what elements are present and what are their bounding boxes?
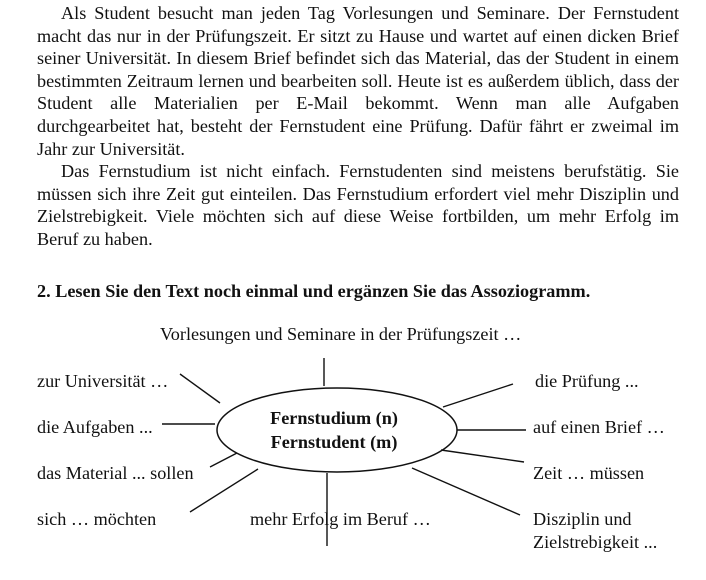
center-label-fernstudium: Fernstudium (n) [270, 408, 398, 428]
cue-left-1: zur Universität … [37, 371, 169, 391]
task-heading: 2. Lesen Sie den Text noch einmal und ergänzen Sie das Assoziogramm. [37, 281, 591, 301]
connector-right-1 [443, 384, 513, 407]
cue-right-3: Zeit … müssen [533, 463, 645, 483]
text-paragraph-2: Das Fernstudium ist nicht einfach. Fernstudenten sind meistens berufstätig. Sie müssen sich ihre Zeit gut einteilen. Das Fernstudium erfordert viel mehr Disziplin und Zielstrebigkeit. Viele möchten sich auf diese Weise fortbilden, um mehr Erfolg im Beruf zu haben. [37, 161, 679, 249]
cue-bottom: mehr Erfolg im Beruf … [250, 509, 431, 529]
center-label-fernstudent: Fernstudent (m) [270, 432, 398, 452]
cue-left-4: sich … möchten [37, 509, 157, 529]
cue-right-4-line1: Disziplin und [533, 509, 632, 529]
connector-left-1 [180, 374, 220, 403]
connector-left-4 [190, 469, 258, 512]
text-paragraph-1: Als Student besucht man jeden Tag Vorlesungen und Seminare. Der Fernstudent macht das nur in der Prüfungszeit. Er sitzt zu Hause und wartet auf einen dicken Brief seiner Universität. In diesem Brief befindet sich das Material, das der Student in einem bestimmten Zeitraum lernen und bearbeiten soll. Heute ist es außerdem üblich, dass der Student alle Materialien per E-Mail bekommt. Wenn man alle Aufgaben durchgearbeitet hat, besteht der Fernstudent eine Prüfung. Dafür fährt er zweimal im Jahr zur Universität. [37, 3, 679, 159]
connector-left-3 [210, 453, 237, 467]
cue-right-1: die Prüfung ... [535, 371, 639, 391]
cue-left-2: die Aufgaben ... [37, 417, 153, 437]
cue-right-4-line2: Zielstrebigkeit ... [533, 532, 658, 552]
cue-left-3: das Material ... sollen [37, 463, 194, 483]
cue-right-2: auf einen Brief … [533, 417, 665, 437]
cue-top: Vorlesungen und Seminare in der Prüfungszeit … [160, 324, 522, 344]
